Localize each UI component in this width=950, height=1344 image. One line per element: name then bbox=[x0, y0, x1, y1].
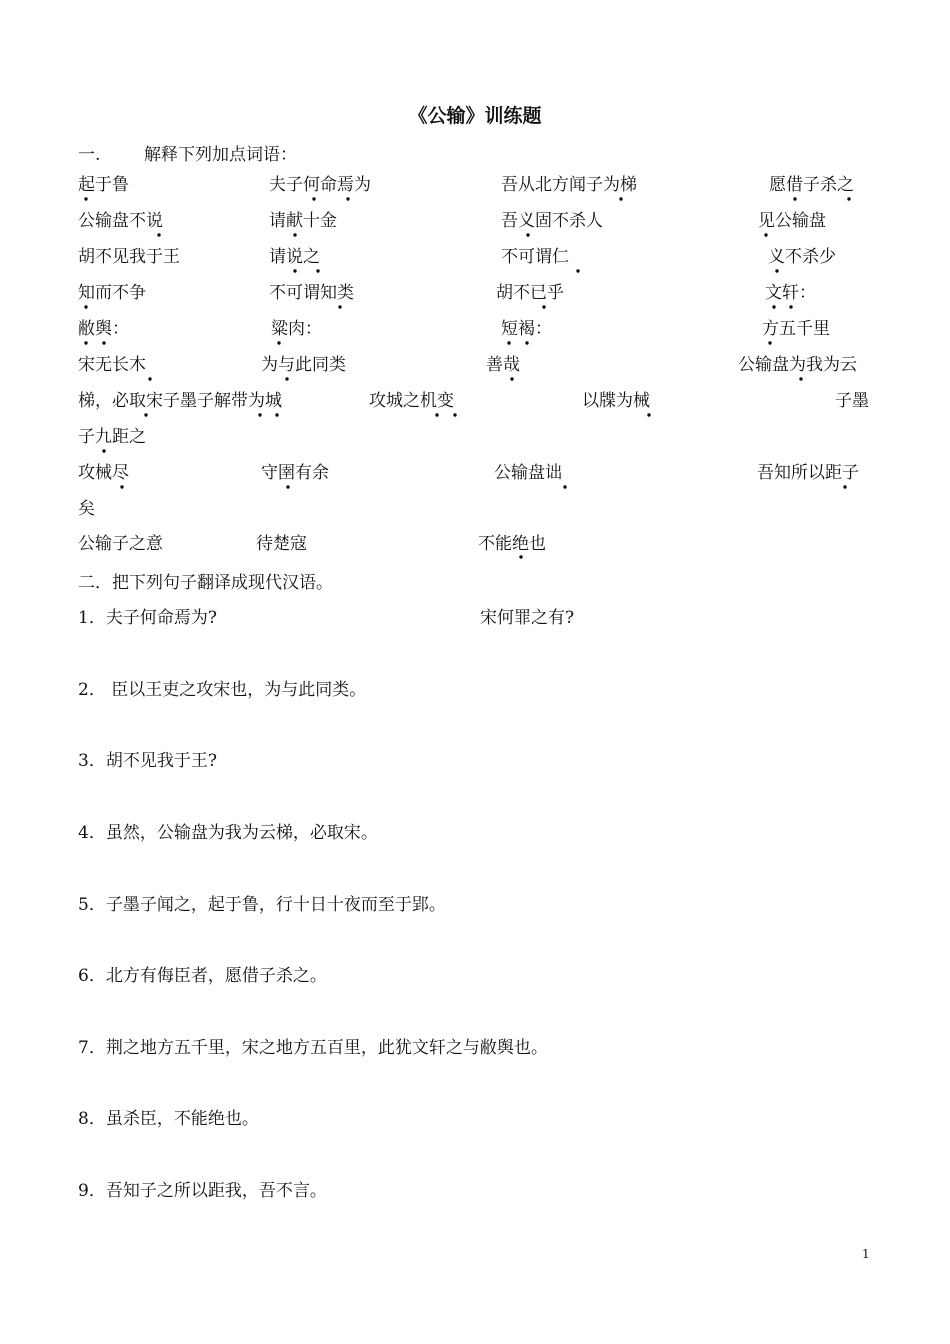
vocab-item: 请说之 bbox=[269, 247, 320, 267]
vocab-item: 请献十金 bbox=[269, 211, 337, 231]
translation-item: 2． 臣以王吏之攻宋也，为与此同类。 bbox=[78, 680, 367, 700]
translation-item: 7．荆之地方五千里，宋之地方五百里，此犹文轩之与敝舆也。 bbox=[78, 1038, 548, 1058]
vocab-item: 见公输盘 bbox=[758, 211, 826, 231]
vocab-item: 公输盘为我为云 bbox=[738, 355, 857, 375]
translation-item: 4．虽然，公输盘为我为云梯，必取宋。 bbox=[78, 823, 378, 843]
translation-item: 3．胡不见我于王? bbox=[78, 751, 217, 771]
translation-item: 9．吾知子之所以距我，吾不言。 bbox=[78, 1181, 327, 1201]
vocab-item: 攻械尽 bbox=[78, 463, 129, 483]
vocab-item: 不可谓知类 bbox=[269, 283, 354, 303]
vocab-item: 愿借子杀之 bbox=[769, 175, 854, 195]
translation-item: 宋何罪之有? bbox=[480, 608, 575, 628]
emphasis-dot bbox=[148, 377, 151, 380]
vocab-item: 不能绝也 bbox=[478, 534, 546, 554]
vocab-item: 起于鲁 bbox=[78, 175, 129, 195]
vocab-item: 吾从北方闻子为梯 bbox=[501, 175, 637, 195]
vocab-item: 方五千里 bbox=[762, 319, 830, 339]
vocab-item: 公输盘诎 bbox=[494, 463, 562, 483]
document-title: 《公输》训练题 bbox=[408, 105, 542, 127]
vocab-item: 胡不已乎 bbox=[496, 283, 564, 303]
vocab-item: 义不杀少 bbox=[768, 247, 836, 267]
translation-item: 5．子墨子闻之，起于鲁，行十日十夜而至于郢。 bbox=[78, 895, 446, 915]
vocab-item: 敝舆： bbox=[78, 319, 129, 339]
vocab-item: 粱肉： bbox=[271, 319, 322, 339]
section1-heading: 解释下列加点词语： bbox=[144, 145, 297, 165]
vocab-item: 短褐： bbox=[501, 319, 552, 339]
vocab-item: 梯，必取宋子墨子解带为城 bbox=[78, 391, 282, 411]
vocab-item: 矣 bbox=[78, 499, 95, 519]
vocab-item: 待楚寇 bbox=[256, 534, 307, 554]
vocab-item: 子九距之 bbox=[78, 427, 146, 447]
vocab-item: 知而不争 bbox=[78, 283, 146, 303]
vocab-item: 以牒为械 bbox=[582, 391, 650, 411]
vocab-item: 善哉 bbox=[486, 355, 520, 375]
vocab-item: 公输盘不说 bbox=[78, 211, 163, 231]
vocab-item: 攻城之机变 bbox=[369, 391, 454, 411]
vocab-item: 子墨 bbox=[835, 391, 869, 411]
vocab-item: 守圉有余 bbox=[261, 463, 329, 483]
vocab-item: 文轩： bbox=[765, 283, 816, 303]
emphasis-dot bbox=[576, 269, 579, 272]
page-number: 1 bbox=[862, 1247, 870, 1261]
vocab-item: 公输子之意 bbox=[78, 534, 163, 554]
translation-item: 1．夫子何命焉为? bbox=[78, 608, 217, 628]
section2-heading: 二．把下列句子翻译成现代汉语。 bbox=[78, 573, 333, 593]
vocab-item: 吾义固不杀人 bbox=[501, 211, 603, 231]
vocab-item: 宋无长木 bbox=[78, 355, 146, 375]
translation-item: 8．虽杀臣，不能绝也。 bbox=[78, 1109, 259, 1129]
vocab-item: 为与此同类 bbox=[261, 355, 346, 375]
vocab-item: 吾知所以距子 bbox=[757, 463, 859, 483]
vocab-item: 胡不见我于王 bbox=[78, 247, 180, 267]
vocab-item: 不可谓仁 bbox=[501, 247, 569, 267]
emphasis-dot bbox=[563, 485, 566, 488]
section1-heading-number: 一. bbox=[78, 145, 101, 165]
vocab-item: 夫子何命焉为 bbox=[269, 175, 371, 195]
translation-item: 6．北方有侮臣者，愿借子杀之。 bbox=[78, 966, 327, 986]
